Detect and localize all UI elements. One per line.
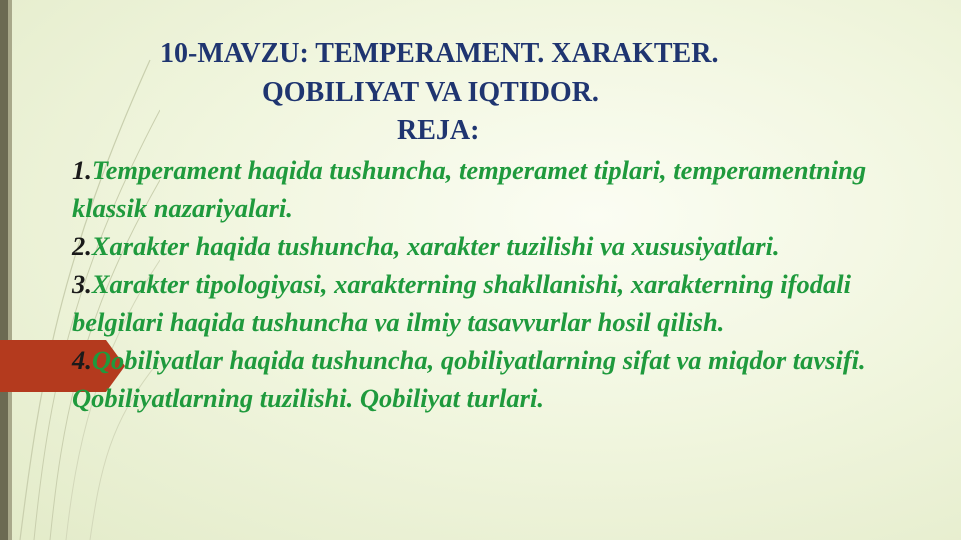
plan-item-number: 4. <box>72 345 92 375</box>
plan-item-text: Xarakter tipologiyasi, xarakterning shakllanishi, xarakterning ifodali belgilari haqida tushuncha va ilmiy tasavvurlar hosil qilish. <box>72 269 851 337</box>
title-line-2: QOBILIYAT VA IQTIDOR. <box>262 77 599 108</box>
plan-item-2 <box>72 227 942 265</box>
plan-item-text: Qobiliyatlar haqida tushuncha, qobiliyatlarning sifat va miqdor tavsifi. Qobiliyatlarning tuzilishi. Qobiliyat turlari. <box>72 345 866 413</box>
plan-item-text: Temperament haqida tushuncha, temperamet tiplari, temperamentning klassik nazariyalari. <box>72 155 867 223</box>
plan-heading: REJA: <box>397 115 480 146</box>
plan-item-number: 2. <box>72 231 92 261</box>
plan-item-4 <box>72 341 942 417</box>
title-line-1: 10-MAVZU: TEMPERAMENT. XARAKTER. <box>160 38 719 69</box>
plan-item-1 <box>72 151 942 227</box>
plan-item-text: Xarakter haqida tushuncha, xarakter tuzilishi va xususiyatlari. <box>91 231 780 261</box>
plan-item-number: 1. <box>72 155 92 185</box>
plan-item-number: 3. <box>72 269 92 299</box>
plan-item-3 <box>72 265 942 341</box>
plan-list <box>72 151 942 417</box>
